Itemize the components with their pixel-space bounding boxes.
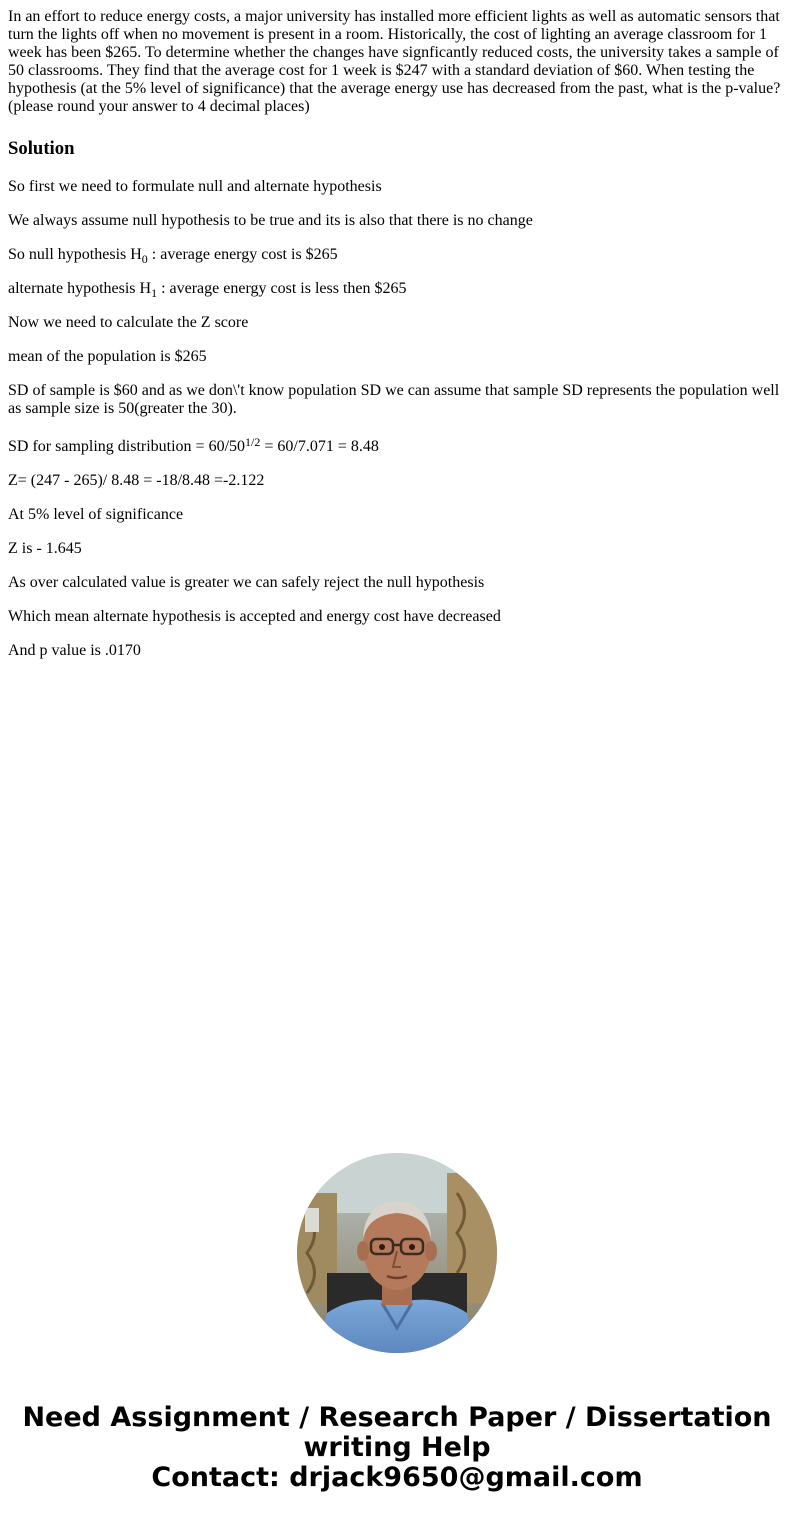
sampling-sd-step [8, 435, 786, 456]
alternate-hypothesis-subscript: 1 [151, 286, 158, 300]
solution-step-1: So first we need to formulate null and alternate hypothesis [8, 178, 382, 195]
significance-step: At 5% level of significance [8, 506, 184, 523]
alternate-hypothesis-label: alternate hypothesis H [8, 280, 152, 297]
document-content [8, 8, 786, 676]
question-text: In an effort to reduce energy costs, a major university has installed more efficient lights as well as automatic sensors that turn the lights off when no movement is present in a room. Historically, the cost of lighting an average classroom for 1 week has been $265. To determine whether the changes have signficantly reduced costs, the university takes a sample of 50 classrooms. They find that the average cost for 1 week is $247 with a standard deviation of $60. When testing the hypothesis (at the 5% level of significance) that the average energy use has decreased from the past, what is the p-value? (please round your answer to 4 decimal places) [8, 8, 781, 115]
solution-step-7: SD of sample is $60 and as we don\'t know population SD we can assume that sample SD represents the population well as sample size is 50(greater the 30). [8, 382, 780, 417]
avatar [297, 1153, 497, 1353]
avatar-portrait-icon [297, 1153, 497, 1353]
footer-line-1: Need Assignment / Research Paper / Dissertation [22, 1402, 772, 1433]
solution-step-6: mean of the population is $265 [8, 348, 207, 365]
solution-step-5: Now we need to calculate the Z score [8, 314, 249, 331]
z-score-step: Z= (247 - 265)/ 8.48 = -18/8.48 =-2.122 [8, 472, 265, 489]
null-hypothesis-subscript: 0 [141, 252, 148, 266]
null-hypothesis [8, 246, 786, 264]
alternate-hypothesis [8, 280, 786, 298]
solution-step-2: We always assume null hypothesis to be true and its is also that there is no change [8, 212, 533, 229]
contact-footer [0, 1403, 794, 1493]
footer-line-2: writing Help [303, 1432, 491, 1463]
sampling-sd-label: SD for sampling distribution = 60/50 [8, 438, 246, 455]
p-value-step: And p value is .0170 [8, 642, 141, 659]
null-hypothesis-label: So null hypothesis H [8, 246, 142, 263]
footer-contact-email: Contact: drjack9650@gmail.com [151, 1462, 643, 1493]
null-hypothesis-text: : average energy cost is $265 [147, 246, 338, 263]
alternate-hypothesis-text: : average energy cost is less then $265 [157, 280, 407, 297]
conclusion-step: Which mean alternate hypothesis is accepted and energy cost have decreased [8, 608, 501, 625]
critical-z-step: Z is - 1.645 [8, 540, 82, 557]
solution-heading: Solution [8, 138, 75, 159]
reject-null-step: As over calculated value is greater we can safely reject the null hypothesis [8, 574, 485, 591]
sampling-sd-result: = 60/7.071 = 8.48 [260, 438, 379, 455]
sampling-sd-exponent: 1/2 [245, 435, 261, 449]
